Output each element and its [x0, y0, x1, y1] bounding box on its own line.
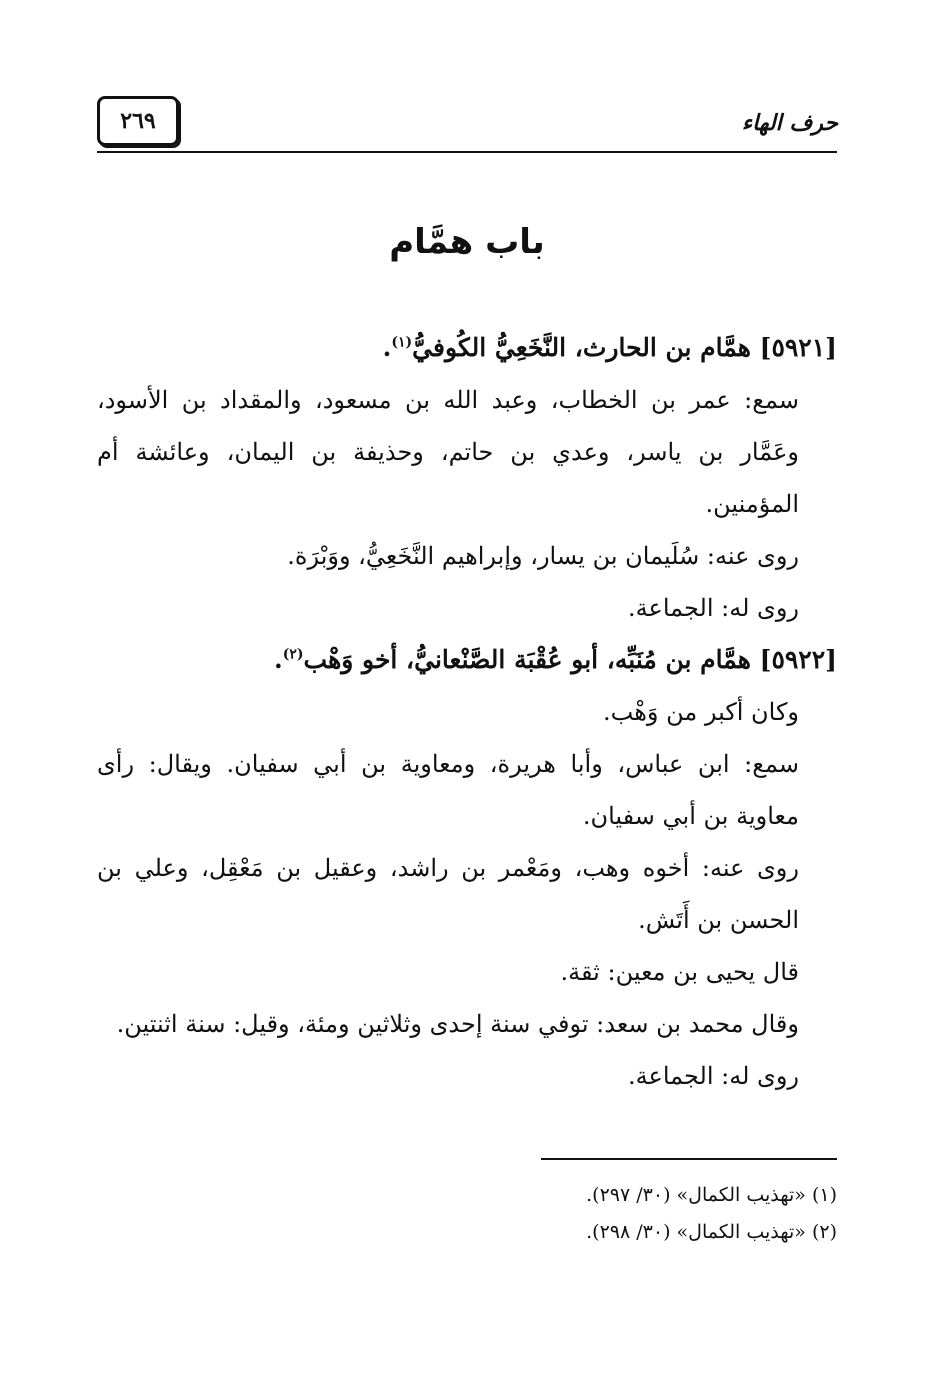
footnotes: [97, 1177, 837, 1251]
entry-paragraph: روى له: الجماعة.: [628, 1062, 799, 1090]
entry-paragraph: وكان أكبر من وَهْب.: [603, 698, 799, 726]
running-header: حرف الهاء: [741, 110, 838, 136]
entry-heading: [٥٩٢١] همَّام بن الحارث، النَّخَعِيُّ الكُوفيُّ$^{(١)}$.: [382, 333, 837, 362]
header-rule: [97, 151, 837, 153]
entry-paragraph: سمع: ابن عباس، وأبا هريرة، ومعاوية بن أبي سفيان. ويقال: رأى معاوية بن أبي سفيان.: [97, 750, 799, 830]
entry-paragraph: سمع: عمر بن الخطاب، وعبد الله بن مسعود، والمقداد بن الأسود، وعَمَّار بن ياسر، وعدي بن حاتم، وحذيفة بن اليمان، وعائشة أم المؤمنين.: [97, 386, 799, 518]
chapter-title: باب همَّام: [389, 222, 545, 262]
entry-heading: [٥٩٢٢] همَّام بن مُنَبِّه، أبو عُقْبَة الصَّنْعانيُّ، أخو وَهْب$^{(٢)}$.: [274, 645, 837, 674]
footnote-marker: (١): [391, 334, 413, 351]
entry-paragraph: روى له: الجماعة.: [628, 594, 799, 622]
footnote: (٢) «تهذيب الكمال» (٣٠/ ٢٩٨).: [586, 1221, 837, 1243]
page-body: [97, 322, 837, 1102]
page-number-box: [97, 96, 179, 146]
entry-paragraph: وقال محمد بن سعد: توفي سنة إحدى وثلاثين ومئة، وقيل: سنة اثنتين.: [116, 1010, 799, 1038]
entry-paragraph: روى عنه: سُلَيمان بن يسار، وإبراهيم النَّخَعِيُّ، ووَبْرَة.: [287, 542, 799, 570]
footnote: (١) «تهذيب الكمال» (٣٠/ ٢٩٧).: [586, 1184, 837, 1206]
footnote-marker: (٢): [282, 646, 304, 663]
page-number: ٢٦٩: [120, 108, 156, 134]
entry-paragraph: قال يحيى بن معين: ثقة.: [560, 958, 799, 986]
entry-paragraph: روى عنه: أخوه وهب، ومَعْمر بن راشد، وعقيل بن مَعْقِل، وعلي بن الحسن بن أَتَش.: [97, 854, 799, 934]
footnote-rule: [541, 1158, 837, 1160]
